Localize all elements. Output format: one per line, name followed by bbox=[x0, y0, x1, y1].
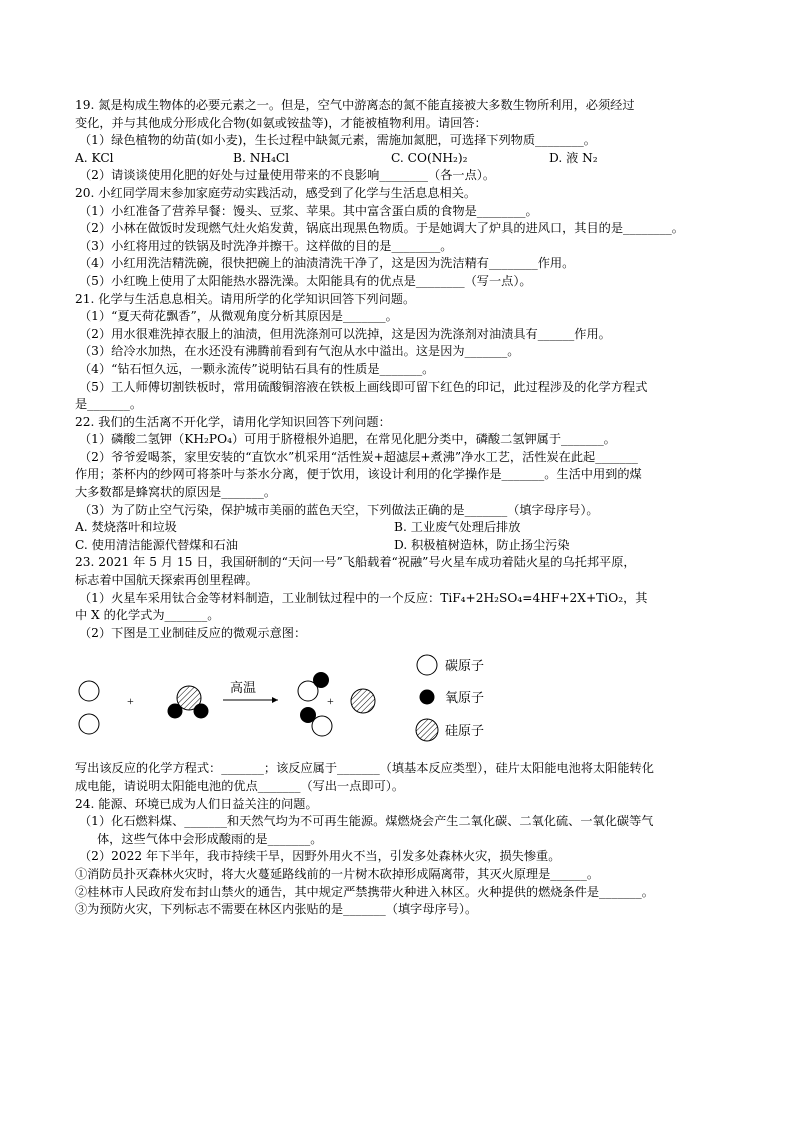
q23-answer-line2: 成电能，请说明太阳能电池的优点_______（写出一点即可）。 bbox=[75, 779, 405, 793]
q21-part5-cont: 是_______。 bbox=[75, 397, 143, 412]
q22-part3: （3）为了防止空气污染，保护城市美丽的蓝色天空，下列做法正确的是_______（填字母序号）。 bbox=[79, 502, 599, 517]
q21-part5: （5）工人师傅切割铁板时，常用硫酸铜溶液在铁板上画线即可留下红色的印记，此过程涉及的化学方程式 bbox=[79, 379, 648, 394]
legend-silicon-icon bbox=[416, 719, 438, 741]
q24-part2: （2）2022 年下半年，我市持续干旱，因野外用火不当，引发多处森林火灾，损失惨重。 bbox=[79, 849, 561, 864]
q21-part4: （4）“钻石恒久远，一颗永流传”说明钻石具有的性质是_______。 bbox=[79, 361, 435, 376]
q23-title: 23. 2021 年 5 月 15 日，我国研制的“天问一号”飞船载着“祝融”号火星车成功着陆火星的乌托邦平原， bbox=[75, 555, 636, 570]
q24-title: 24. 能源、环境已成为人们日益关注的问题。 bbox=[75, 796, 318, 811]
plus-sign-1: + bbox=[127, 694, 134, 709]
plus-sign-2: + bbox=[327, 694, 334, 709]
question-19 bbox=[75, 97, 735, 185]
option-d: D. 液 N₂ bbox=[549, 150, 598, 165]
exam-page bbox=[75, 97, 735, 919]
reactant-carbon-atom-1 bbox=[79, 681, 99, 701]
product-co-oxygen-1 bbox=[313, 672, 329, 688]
q23-title-cont: 标志着中国航天探索再创里程碑。 bbox=[75, 573, 258, 588]
q22-options-row2 bbox=[75, 537, 735, 555]
q23-part1: （1）火星车采用钛合金等材料制造，工业制钛过程中的一个反应：TiF₄+2H₂SO₄=4HF+2X+TiO₂，其 bbox=[79, 590, 648, 605]
option-a: A. 焚烧落叶和垃圾 bbox=[75, 520, 177, 535]
q22-part2-cont2: 大多数都是蜂窝状的原因是_______。 bbox=[75, 485, 277, 500]
legend-carbon-label: 碳原子 bbox=[445, 659, 485, 675]
question-22 bbox=[75, 414, 735, 555]
product-co-carbon-2 bbox=[312, 716, 332, 736]
q19-title: 19. 氮是构成生物体的必要元素之一。但是，空气中游离态的氮不能直接被大多数生物所利用，必须经过 bbox=[75, 98, 635, 112]
sio2-oxygen-atom-1 bbox=[168, 704, 183, 719]
q22-options-row1 bbox=[75, 519, 735, 537]
question-23 bbox=[75, 554, 735, 795]
q22-part2-cont: 作用；茶杯内的纱网可将茶叶与茶水分离，便于饮用，该设计利用的化学操作是_______。生活中用到的煤 bbox=[75, 467, 642, 482]
q24-sub3: ③为预防火灾，下列标志不需要在林区内张贴的是_______（填字母序号）。 bbox=[75, 902, 478, 917]
reaction-svg bbox=[75, 642, 735, 760]
q23-part2: （2）下图是工业制硅反应的微观示意图： bbox=[79, 625, 307, 640]
q21-part1: （1）“夏天荷花飘香”，从微观角度分析其原因是_______。 bbox=[79, 309, 398, 324]
q20-part4: （4）小红用洗洁精洗碗，很快把碗上的油渍清洗干净了，这是因为洗洁精有________作用。 bbox=[79, 256, 575, 271]
q20-part2: （2）小林在做饭时发现燃气灶火焰发黄，锅底出现黑色物质。于是她调大了炉具的进风口，其目的是________。 bbox=[79, 221, 684, 236]
q24-sub2: ②桂林市人民政府发布封山禁火的通告，其中规定严禁携带火种进入林区。火种提供的燃烧条件是_______。 bbox=[75, 884, 654, 899]
q20-part3: （3）小红将用过的铁锅及时洗净并擦干。这样做的目的是________。 bbox=[79, 238, 453, 253]
reactant-carbon-atom-2 bbox=[79, 714, 99, 734]
q24-part1: （1）化石燃料煤、_______和天然气均为不可再生能源。煤燃烧会产生二氧化碳、二氧化硫、一氧化碳等气 bbox=[79, 814, 654, 829]
option-c: C. 使用清洁能源代替煤和石油 bbox=[75, 537, 238, 552]
q20-title: 20. 小红同学周末参加家庭劳动实践活动，感受到了化学与生活息息相关。 bbox=[75, 185, 477, 200]
q23-answer-line1: 写出该反应的化学方程式：_______；该反应属于_______（填基本反应类型），硅片太阳能电池将太阳能转化 bbox=[75, 761, 654, 776]
sio2-oxygen-atom-2 bbox=[194, 704, 209, 719]
legend-oxygen-icon bbox=[420, 690, 435, 705]
q21-title: 21. 化学与生活息息相关。请用所学的化学知识回答下列问题。 bbox=[75, 291, 416, 306]
q20-part1: （1）小红准备了营养早餐：馒头、豆浆、苹果。其中富含蛋白质的食物是________。 bbox=[79, 203, 538, 218]
q22-part1: （1）磷酸二氢钾（KH₂PO₄）可用于脐橙根外追肥，在常见化肥分类中，磷酸二氢钾属于_______。 bbox=[79, 432, 616, 447]
q24-sub1: ①消防员扑灭森林火灾时，将大火蔓延路线前的一片树木砍掉形成隔离带，其灭火原理是______。 bbox=[75, 866, 600, 881]
question-20 bbox=[75, 185, 735, 291]
question-24 bbox=[75, 796, 735, 919]
option-c: C. CO(NH₂)₂ bbox=[391, 150, 468, 165]
q21-part3: （3）给冷水加热，在水还没有沸腾前看到有气泡从水中溢出。这是因为_______。 bbox=[79, 344, 520, 359]
q23-part1-cont: 中 X 的化学式为_______。 bbox=[75, 608, 220, 623]
q20-part5: （5）小红晚上使用了太阳能热水器洗澡。太阳能具有的优点是________（写一点）。 bbox=[79, 273, 532, 288]
q21-part2: （2）用水很难洗掉衣服上的油渍，但用洗涤剂可以洗掉，这是因为洗涤剂对油渍具有______作用。 bbox=[79, 326, 611, 341]
q22-part2: （2）爷爷爱喝茶，家里安装的“直饮水”机采用“活性炭+超滤层+煮沸”净水工艺，活性炭在此起_______ bbox=[79, 449, 638, 464]
legend-silicon-label: 硅原子 bbox=[445, 724, 485, 740]
reaction-condition: 高温 bbox=[230, 681, 257, 697]
q24-part1-cont: 体，这些气体中会形成酸雨的是_______。 bbox=[97, 831, 323, 846]
q19-part2: （2）请谈谈使用化肥的好处与过量使用带来的不良影响________（各一点）。 bbox=[79, 168, 496, 183]
question-21 bbox=[75, 291, 735, 414]
q22-title: 22. 我们的生活离不开化学，请用化学知识回答下列问题： bbox=[75, 414, 391, 429]
q19-title-cont: 变化，并与其他成分形成化合物(如氨或铵盐等)，才能被植物利用。请回答： bbox=[75, 115, 487, 130]
option-d: D. 积极植树造林，防止扬尘污染 bbox=[394, 537, 570, 552]
legend-oxygen-label: 氧原子 bbox=[445, 691, 485, 707]
reaction-arrowhead bbox=[272, 697, 278, 703]
option-b: B. NH₄Cl bbox=[233, 150, 290, 165]
legend-carbon-icon bbox=[417, 655, 437, 675]
silicon-reaction-diagram bbox=[75, 642, 735, 760]
q19-options bbox=[75, 150, 735, 168]
product-silicon-atom bbox=[351, 689, 375, 713]
option-b: B. 工业废气处理后排放 bbox=[394, 520, 521, 535]
q19-part1: （1）绿色植物的幼苗(如小麦)，生长过程中缺氮元素，需施加氮肥，可选择下列物质________。 bbox=[79, 133, 596, 148]
option-a: A. KCl bbox=[75, 150, 114, 165]
